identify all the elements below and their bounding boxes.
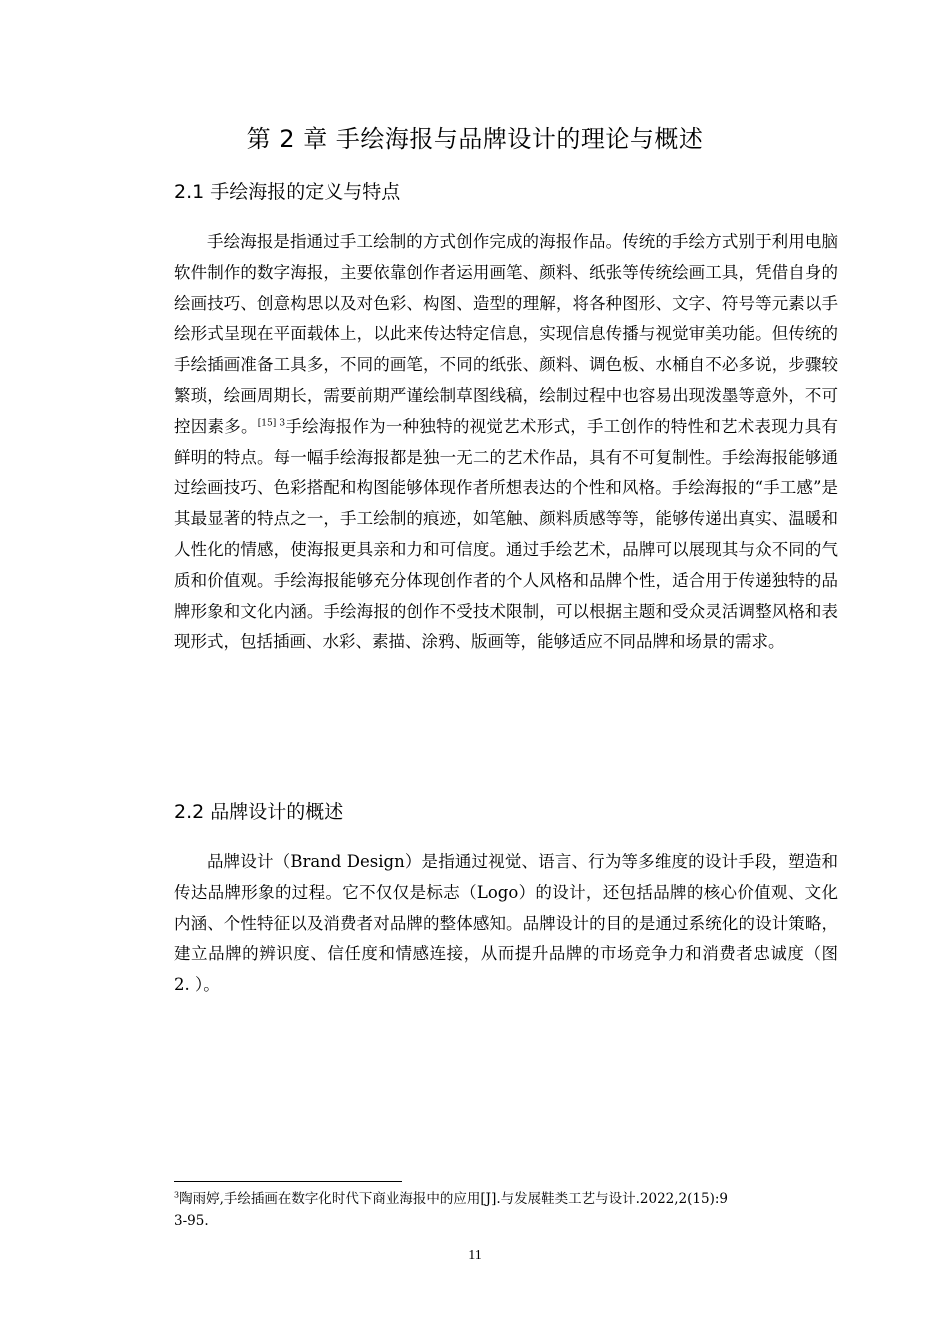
footnote-divider xyxy=(174,1181,402,1182)
footnote-ref[interactable]: 3 xyxy=(279,418,286,429)
section-heading-2-1: 2.1 手绘海报的定义与特点 xyxy=(174,181,401,203)
footnote xyxy=(174,1188,734,1232)
footnote-marker: 3 xyxy=(174,1190,180,1200)
section-heading-2-2: 2.2 品牌设计的概述 xyxy=(174,801,344,823)
footnote-text: 陶雨婷,手绘插画在数字化时代下商业海报中的应用[J].与发展鞋类工艺与设计.2022,2(15):93-95. xyxy=(174,1191,728,1229)
paragraph-text-part-2: 手绘海报作为一种独特的视觉艺术形式，手工创作的特性和艺术表现力具有鲜明的特点。每一幅手绘海报都是独一无二的艺术作品，具有不可复制性。手绘海报能够通过绘画技巧、色彩搭配和构图能够体现作者所想表达的个性和风格。手绘海报的“手工感”是其最显著的特点之一，手工绘制的痕迹，如笔触、颜料质感等等，能够传递出真实、温暖和人性化的情感，使海报更具亲和力和可信度。通过手绘艺术，品牌可以展现其与众不同的气质和价值观。手绘海报能够充分体现创作者的个人风格和品牌个性，适合用于传递独特的品牌形象和文化内涵。手绘海报的创作不受技术限制，可以根据主题和受众灵活调整风格和表现形式，包括插画、水彩、素描、涂鸦、版画等，能够适应不同品牌和场景的需求。 xyxy=(174,416,839,652)
citation-ref xyxy=(258,418,285,428)
chapter-title: 第 2 章 手绘海报与品牌设计的理论与概述 xyxy=(246,125,704,153)
paragraph-text-part-1: 手绘海报是指通过手工绘制的方式创作完成的海报作品。传统的手绘方式别于利用电脑软件制作的数字海报，主要依靠创作者运用画笔、颜料、纸张等传统绘画工具，凭借自身的绘画技巧、创意构思以及对色彩、构图、造型的理解，将各种图形、文字、符号等元素以手绘形式呈现在平面载体上，以此来传达特定信息，实现信息传播与视觉审美功能。但传统的手绘插画准备工具多，不同的画笔，不同的纸张、颜料、调色板、水桶自不必多说，步骤较繁琐，绘画周期长，需要前期严谨绘制草图线稿，绘制过程中也容易出现泼墨等意外，不可控因素多。 xyxy=(174,232,838,436)
section-2-1-paragraph xyxy=(174,227,838,658)
citation-number: [15] xyxy=(257,418,277,429)
page-number: 11 xyxy=(468,1248,482,1263)
section-2-2-paragraph: 品牌设计（Brand Design）是指通过视觉、语言、行为等多维度的设计手段，塑造和传达品牌形象的过程。它不仅仅是标志（Logo）的设计，还包括品牌的核心价值观、文化内涵、个性特征以及消费者对品牌的整体感知。品牌设计的目的是通过系统化的设计策略，建立品牌的辨识度、信任度和情感连接，从而提升品牌的市场竞争力和消费者忠诚度（图 2. ）。 xyxy=(174,852,838,995)
